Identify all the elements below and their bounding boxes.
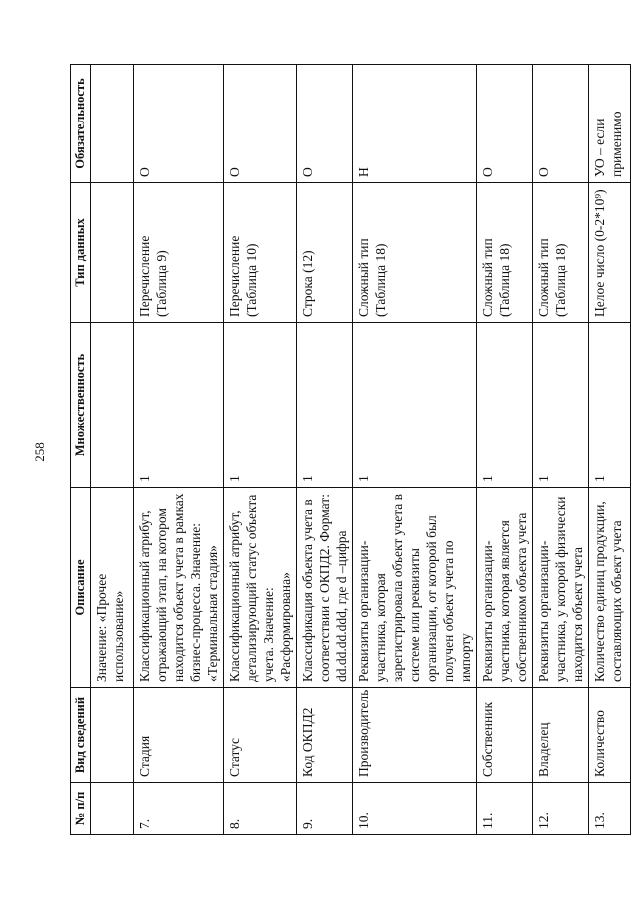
cell-num: 8. <box>224 783 297 835</box>
cell-data: Целое число (0-2*10⁹) <box>589 183 631 323</box>
header-num: № п/п <box>71 783 91 835</box>
cell-type: Производитель <box>353 688 477 783</box>
cell-desc: Классификационный атрибут, отражающий этап, на котором находится объект учета в рамках бизнес-процесса. Значение: «Терминальная стадия» <box>134 488 224 688</box>
cell-type: Владелец <box>533 688 589 783</box>
table-row <box>477 65 533 835</box>
table-row <box>353 65 477 835</box>
cell-desc: Реквизиты организации-участника, у которой физически находится объект учета <box>533 488 589 688</box>
cell-type <box>91 688 134 783</box>
header-data: Тип данных <box>71 183 91 323</box>
cell-data: Перечисление (Таблица 10) <box>224 183 297 323</box>
page-number: 258 <box>32 442 47 462</box>
table-row <box>91 65 134 835</box>
cell-num: 10. <box>353 783 477 835</box>
cell-desc: Количество единиц продукции, составляющих объект учета <box>589 488 631 688</box>
cell-req: Н <box>353 65 477 183</box>
cell-data: Сложный тип (Таблица 18) <box>353 183 477 323</box>
cell-type: Собственник <box>477 688 533 783</box>
header-desc: Описание <box>71 488 91 688</box>
table-row <box>224 65 297 835</box>
cell-desc: Значение: «Прочее использование» <box>91 488 134 688</box>
cell-mult: 1 <box>297 323 353 488</box>
cell-req: О <box>134 65 224 183</box>
cell-data: Перечисление (Таблица 9) <box>134 183 224 323</box>
cell-mult <box>91 323 134 488</box>
cell-desc: Реквизиты организации-участника, которая является собственником объекта учета <box>477 488 533 688</box>
cell-mult: 1 <box>477 323 533 488</box>
cell-data <box>91 183 134 323</box>
cell-req: О <box>533 65 589 183</box>
attributes-table <box>70 64 631 835</box>
cell-type: Количество <box>589 688 631 783</box>
cell-data: Сложный тип (Таблица 18) <box>477 183 533 323</box>
rotated-table-container <box>70 65 624 835</box>
table-row <box>533 65 589 835</box>
table-row <box>589 65 631 835</box>
cell-desc: Реквизиты организации-участника, которая зарегистрировала объект учета в системе или реквизиты организации, от которой был получен объект учета по импорту <box>353 488 477 688</box>
cell-desc: Классификация объекта учета в соответствии с ОКПД2. Формат: dd.dd.dd.ddd, где d –цифра <box>297 488 353 688</box>
cell-data: Строка (12) <box>297 183 353 323</box>
cell-req: О <box>477 65 533 183</box>
cell-data: Сложный тип (Таблица 18) <box>533 183 589 323</box>
cell-type: Код ОКПД2 <box>297 688 353 783</box>
table-row <box>134 65 224 835</box>
cell-mult: 1 <box>533 323 589 488</box>
cell-num: 13. <box>589 783 631 835</box>
cell-req: О <box>224 65 297 183</box>
cell-num: 9. <box>297 783 353 835</box>
cell-type: Стадия <box>134 688 224 783</box>
cell-mult: 1 <box>589 323 631 488</box>
header-type: Вид сведений <box>71 688 91 783</box>
cell-mult: 1 <box>353 323 477 488</box>
table-row <box>297 65 353 835</box>
cell-num: 11. <box>477 783 533 835</box>
cell-req: О <box>297 65 353 183</box>
cell-num: 7. <box>134 783 224 835</box>
cell-mult: 1 <box>224 323 297 488</box>
cell-req: УО – если применимо <box>589 65 631 183</box>
cell-num: 12. <box>533 783 589 835</box>
cell-num <box>91 783 134 835</box>
cell-req <box>91 65 134 183</box>
cell-type: Статус <box>224 688 297 783</box>
header-req: Обязательность <box>71 65 91 183</box>
table-header-row <box>71 65 91 835</box>
cell-desc: Классификационный атрибут, детализирующий статус объекта учета. Значение: «Расформирована» <box>224 488 297 688</box>
cell-mult: 1 <box>134 323 224 488</box>
header-mult: Множественность <box>71 323 91 488</box>
